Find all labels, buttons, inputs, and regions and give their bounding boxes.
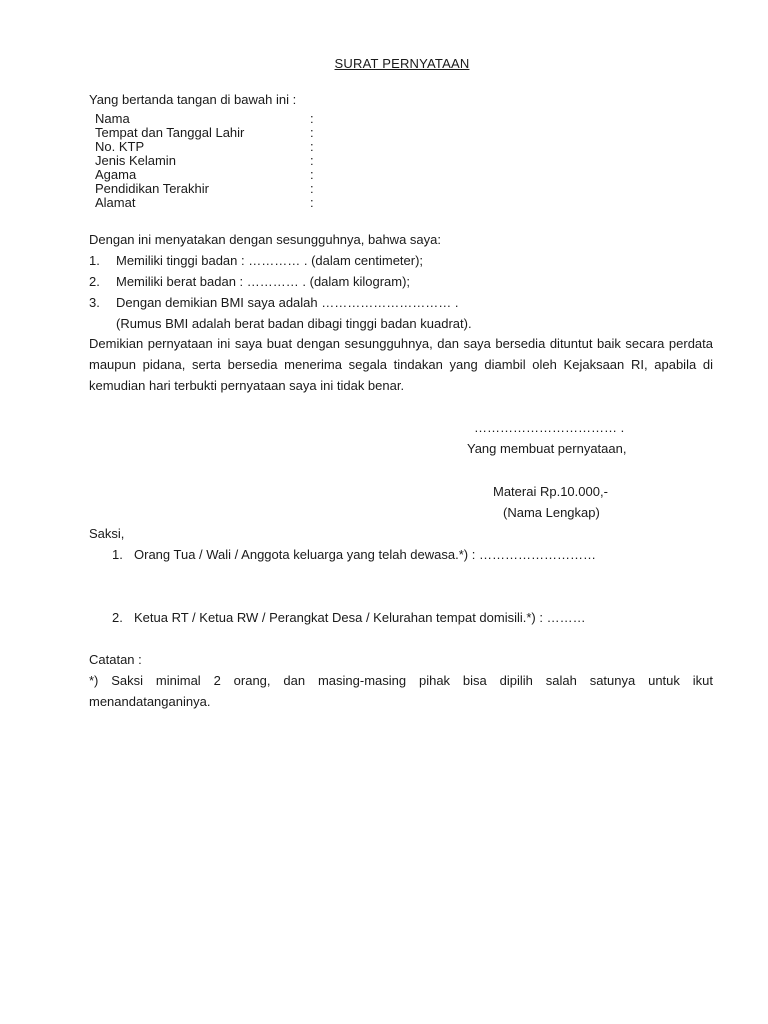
field-colon: : — [310, 195, 314, 210]
field-colon: : — [310, 139, 314, 154]
witness-text: Orang Tua / Wali / Anggota keluarga yang telah dewasa.*) : ……………………… — [134, 547, 596, 562]
signature-label: Yang membuat pernyataan, — [467, 441, 627, 456]
field-label: Tempat dan Tanggal Lahir — [95, 125, 245, 140]
document-title: SURAT PERNYATAAN — [334, 56, 470, 71]
statement-item — [89, 274, 713, 295]
statement-text: Memiliki tinggi badan : ………… . (dalam centimeter); — [116, 253, 424, 268]
witness-item — [112, 547, 712, 568]
witness-text: Ketua RT / Ketua RW / Perangkat Desa / Kelurahan tempat domisili.*) : ……… — [134, 610, 586, 625]
field-label: No. KTP — [95, 139, 145, 154]
statement-text: Dengan demikian BMI saya adalah ………………………… . — [116, 295, 459, 310]
declaration-intro: Dengan ini menyatakan dengan sesungguhnya, bahwa saya: — [89, 232, 441, 247]
signature-place-date: …………………………… . — [474, 420, 625, 435]
field-label: Pendidikan Terakhir — [95, 181, 209, 196]
witness-number: 2. — [112, 610, 123, 625]
field-label: Jenis Kelamin — [95, 153, 176, 168]
note-text: *) Saksi minimal 2 orang, dan masing-masing pihak bisa dipilih salah satunya untuk ikut menandatanganinya. — [89, 673, 713, 709]
statement-item — [89, 253, 713, 274]
field-label: Alamat — [95, 195, 136, 210]
field-colon: : — [310, 153, 314, 168]
intro-text: Yang bertanda tangan di bawah ini : — [89, 92, 297, 107]
note-heading: Catatan : — [89, 652, 142, 667]
witness-heading: Saksi, — [89, 526, 125, 541]
witness-number: 1. — [112, 547, 123, 562]
signatory-name: (Nama Lengkap) — [503, 505, 600, 520]
statement-number: 2. — [89, 274, 100, 289]
statement-number: 1. — [89, 253, 100, 268]
stamp-duty-text: Materai Rp.10.000,- — [493, 484, 608, 499]
witness-item — [112, 610, 712, 631]
field-label: Nama — [95, 111, 130, 126]
closing-paragraph: Demikian pernyataan ini saya buat dengan sesungguhnya, dan saya bersedia dituntut baik secara perdata maupun pidana, serta bersedia menerima segala tindakan yang diambil oleh Kejaksaan RI, apabila di kemudian hari terbukti pernyataan saya ini tidak benar. — [89, 336, 713, 393]
field-colon: : — [310, 167, 314, 182]
field-label: Agama — [95, 167, 137, 182]
field-colon: : — [310, 111, 314, 126]
field-colon: : — [310, 125, 314, 140]
field-colon: : — [310, 181, 314, 196]
statement-number: 3. — [89, 295, 100, 310]
statement-text: Memiliki berat badan : ………… . (dalam kilogram); — [116, 274, 411, 289]
statement-item — [89, 295, 713, 316]
bmi-note: (Rumus BMI adalah berat badan dibagi tinggi badan kuadrat). — [116, 316, 472, 331]
